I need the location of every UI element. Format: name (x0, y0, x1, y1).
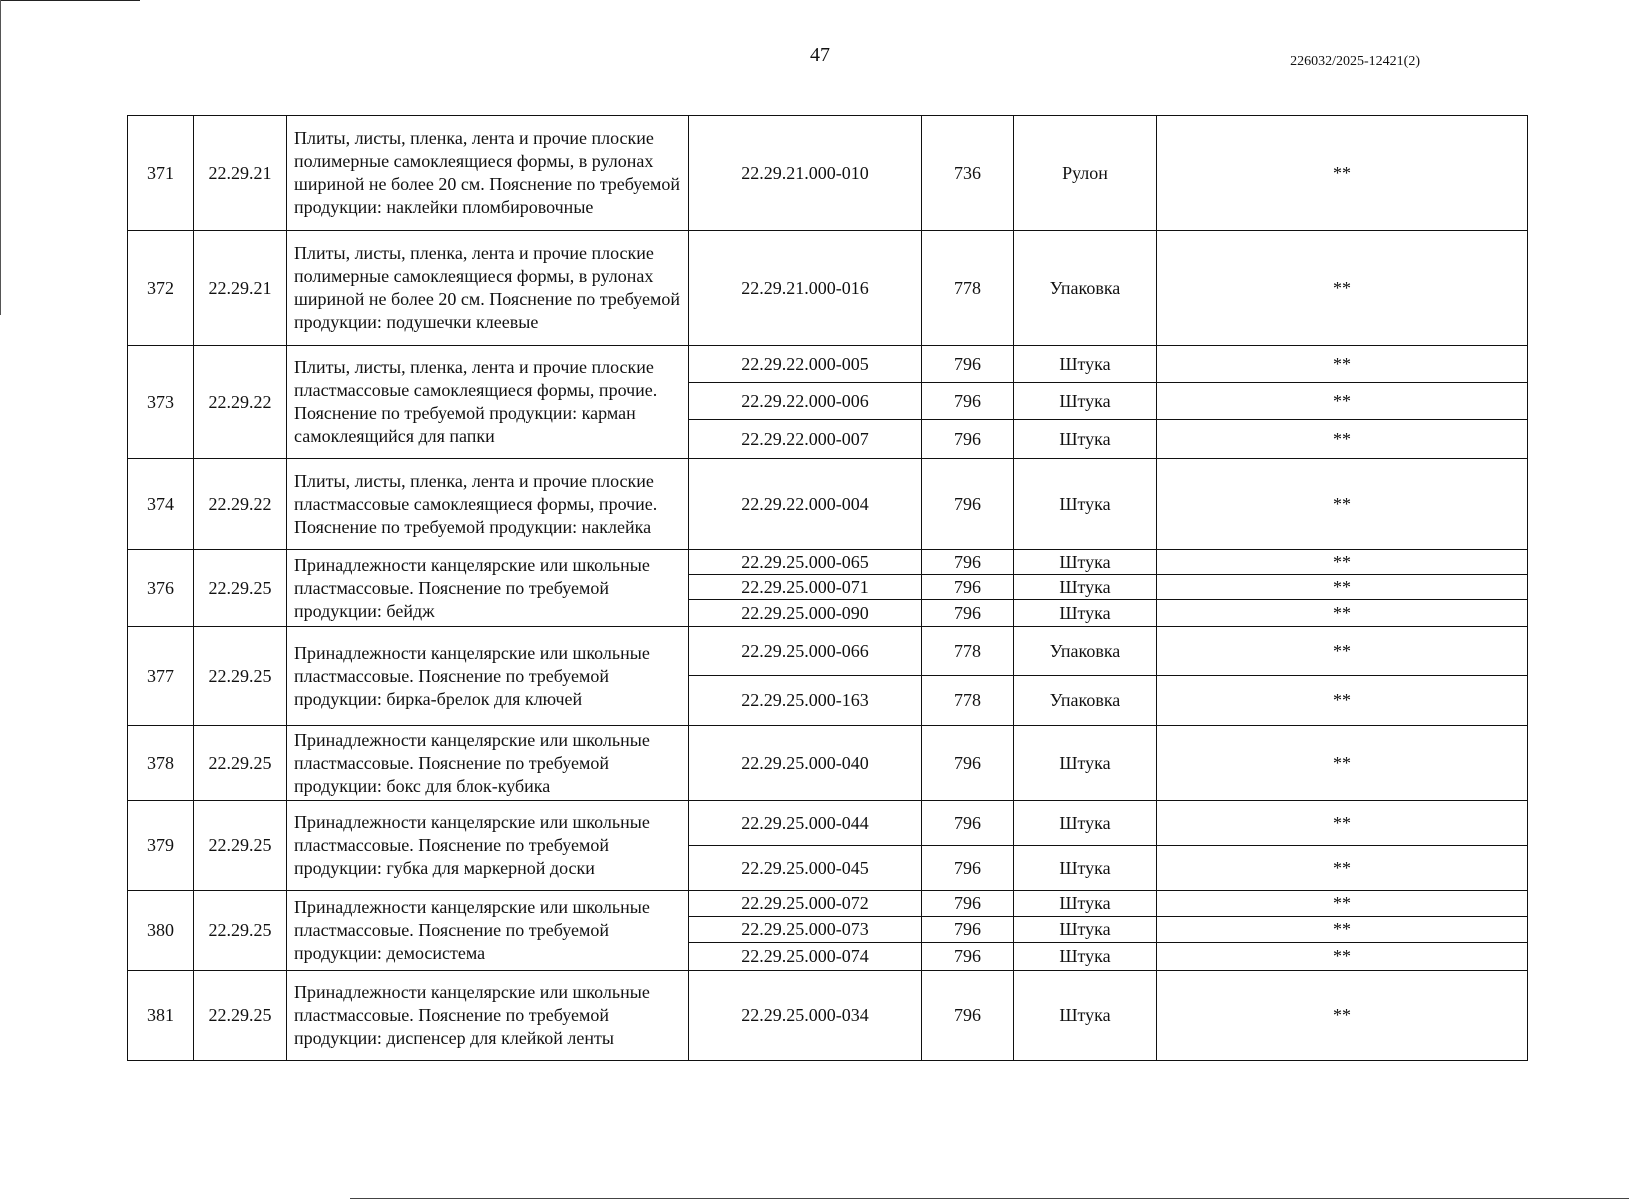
note-cell: ** (1157, 943, 1528, 971)
row-number-cell: 378 (128, 726, 194, 801)
ktru-code-cell: 22.29.25.000-073 (689, 917, 922, 943)
unit-cell: Упаковка (1014, 231, 1157, 346)
note-cell: ** (1157, 627, 1528, 676)
okei-code-cell: 778 (922, 676, 1014, 726)
note-cell: ** (1157, 420, 1528, 459)
note-cell: ** (1157, 846, 1528, 891)
unit-cell: Штука (1014, 917, 1157, 943)
note-cell: ** (1157, 971, 1528, 1061)
ktru-code-cell: 22.29.25.000-044 (689, 801, 922, 846)
okei-code-cell: 736 (922, 116, 1014, 231)
row-number-cell: 380 (128, 891, 194, 971)
description-cell: Плиты, листы, пленка, лента и прочие плоские пластмассовые самоклеящиеся формы, прочие. Пояснение по требуемой продукции: наклейка (287, 459, 689, 550)
note-cell: ** (1157, 600, 1528, 627)
scan-edge-left (0, 0, 1, 315)
goods-table (127, 115, 1528, 1061)
unit-cell: Упаковка (1014, 627, 1157, 676)
unit-cell: Штука (1014, 801, 1157, 846)
note-cell: ** (1157, 383, 1528, 420)
row-number-cell: 379 (128, 801, 194, 891)
okei-code-cell: 796 (922, 420, 1014, 459)
ktru-code-cell: 22.29.22.000-007 (689, 420, 922, 459)
ktru-code-cell: 22.29.25.000-066 (689, 627, 922, 676)
description-cell: Плиты, листы, пленка, лента и прочие плоские пластмассовые самоклеящиеся формы, прочие. Пояснение по требуемой продукции: карман самоклеящийся для папки (287, 346, 689, 459)
okpd-code-cell: 22.29.25 (194, 971, 287, 1061)
unit-cell: Штука (1014, 550, 1157, 575)
description-cell: Принадлежности канцелярские или школьные пластмассовые. Пояснение по требуемой продукции: бокс для блок-кубика (287, 726, 689, 801)
note-cell: ** (1157, 726, 1528, 801)
unit-cell: Штука (1014, 726, 1157, 801)
okei-code-cell: 796 (922, 726, 1014, 801)
unit-cell: Штука (1014, 383, 1157, 420)
unit-cell: Штука (1014, 846, 1157, 891)
okei-code-cell: 796 (922, 917, 1014, 943)
table-row (128, 116, 1528, 231)
table-row (128, 801, 1528, 846)
row-number-cell: 373 (128, 346, 194, 459)
ktru-code-cell: 22.29.25.000-034 (689, 971, 922, 1061)
note-cell: ** (1157, 575, 1528, 600)
ktru-code-cell: 22.29.25.000-163 (689, 676, 922, 726)
okei-code-cell: 796 (922, 891, 1014, 917)
okpd-code-cell: 22.29.25 (194, 627, 287, 726)
unit-cell: Штука (1014, 971, 1157, 1061)
okei-code-cell: 796 (922, 600, 1014, 627)
ktru-code-cell: 22.29.21.000-010 (689, 116, 922, 231)
note-cell: ** (1157, 917, 1528, 943)
note-cell: ** (1157, 801, 1528, 846)
goods-table-body (128, 116, 1528, 1061)
okei-code-cell: 796 (922, 943, 1014, 971)
ktru-code-cell: 22.29.25.000-045 (689, 846, 922, 891)
okpd-code-cell: 22.29.21 (194, 116, 287, 231)
table-row (128, 459, 1528, 550)
description-cell: Принадлежности канцелярские или школьные пластмассовые. Пояснение по требуемой продукции: диспенсер для клейкой ленты (287, 971, 689, 1061)
okpd-code-cell: 22.29.21 (194, 231, 287, 346)
okei-code-cell: 796 (922, 971, 1014, 1061)
okpd-code-cell: 22.29.25 (194, 891, 287, 971)
scan-edge-bottom (350, 1198, 1629, 1199)
page-number: 47 (810, 44, 830, 66)
row-number-cell: 371 (128, 116, 194, 231)
description-cell: Принадлежности канцелярские или школьные пластмассовые. Пояснение по требуемой продукции: бейдж (287, 550, 689, 627)
row-number-cell: 374 (128, 459, 194, 550)
note-cell: ** (1157, 346, 1528, 383)
table-row (128, 550, 1528, 575)
unit-cell: Штука (1014, 346, 1157, 383)
okei-code-cell: 796 (922, 846, 1014, 891)
table-row (128, 231, 1528, 346)
ktru-code-cell: 22.29.22.000-006 (689, 383, 922, 420)
row-number-cell: 372 (128, 231, 194, 346)
okei-code-cell: 796 (922, 575, 1014, 600)
scan-edge-top (0, 0, 140, 1)
unit-cell: Штука (1014, 943, 1157, 971)
ktru-code-cell: 22.29.22.000-005 (689, 346, 922, 383)
okpd-code-cell: 22.29.22 (194, 459, 287, 550)
description-cell: Принадлежности канцелярские или школьные пластмассовые. Пояснение по требуемой продукции: бирка-брелок для ключей (287, 627, 689, 726)
table-row (128, 726, 1528, 801)
note-cell: ** (1157, 116, 1528, 231)
unit-cell: Штука (1014, 459, 1157, 550)
description-cell: Плиты, листы, пленка, лента и прочие плоские полимерные самоклеящиеся формы, в рулонах шириной не более 20 см. Пояснение по требуемой продукции: наклейки пломбировочные (287, 116, 689, 231)
ktru-code-cell: 22.29.25.000-065 (689, 550, 922, 575)
row-number-cell: 377 (128, 627, 194, 726)
table-row (128, 891, 1528, 917)
ktru-code-cell: 22.29.22.000-004 (689, 459, 922, 550)
ktru-code-cell: 22.29.25.000-040 (689, 726, 922, 801)
okei-code-cell: 778 (922, 627, 1014, 676)
table-row (128, 627, 1528, 676)
unit-cell: Штука (1014, 575, 1157, 600)
note-cell: ** (1157, 676, 1528, 726)
okei-code-cell: 796 (922, 550, 1014, 575)
table-row (128, 346, 1528, 383)
note-cell: ** (1157, 891, 1528, 917)
description-cell: Принадлежности канцелярские или школьные пластмассовые. Пояснение по требуемой продукции: губка для маркерной доски (287, 801, 689, 891)
ktru-code-cell: 22.29.25.000-074 (689, 943, 922, 971)
ktru-code-cell: 22.29.25.000-071 (689, 575, 922, 600)
document-reference: 226032/2025-12421(2) (1290, 54, 1420, 69)
description-cell: Плиты, листы, пленка, лента и прочие плоские полимерные самоклеящиеся формы, в рулонах шириной не более 20 см. Пояснение по требуемой продукции: подушечки клеевые (287, 231, 689, 346)
ktru-code-cell: 22.29.25.000-090 (689, 600, 922, 627)
okei-code-cell: 796 (922, 459, 1014, 550)
ktru-code-cell: 22.29.21.000-016 (689, 231, 922, 346)
unit-cell: Рулон (1014, 116, 1157, 231)
okpd-code-cell: 22.29.25 (194, 726, 287, 801)
unit-cell: Штука (1014, 420, 1157, 459)
okei-code-cell: 778 (922, 231, 1014, 346)
row-number-cell: 381 (128, 971, 194, 1061)
unit-cell: Штука (1014, 600, 1157, 627)
unit-cell: Штука (1014, 891, 1157, 917)
table-row (128, 971, 1528, 1061)
unit-cell: Упаковка (1014, 676, 1157, 726)
okpd-code-cell: 22.29.22 (194, 346, 287, 459)
ktru-code-cell: 22.29.25.000-072 (689, 891, 922, 917)
okpd-code-cell: 22.29.25 (194, 550, 287, 627)
description-cell: Принадлежности канцелярские или школьные пластмассовые. Пояснение по требуемой продукции: демосистема (287, 891, 689, 971)
note-cell: ** (1157, 459, 1528, 550)
note-cell: ** (1157, 231, 1528, 346)
okpd-code-cell: 22.29.25 (194, 801, 287, 891)
okei-code-cell: 796 (922, 346, 1014, 383)
okei-code-cell: 796 (922, 801, 1014, 846)
okei-code-cell: 796 (922, 383, 1014, 420)
note-cell: ** (1157, 550, 1528, 575)
row-number-cell: 376 (128, 550, 194, 627)
